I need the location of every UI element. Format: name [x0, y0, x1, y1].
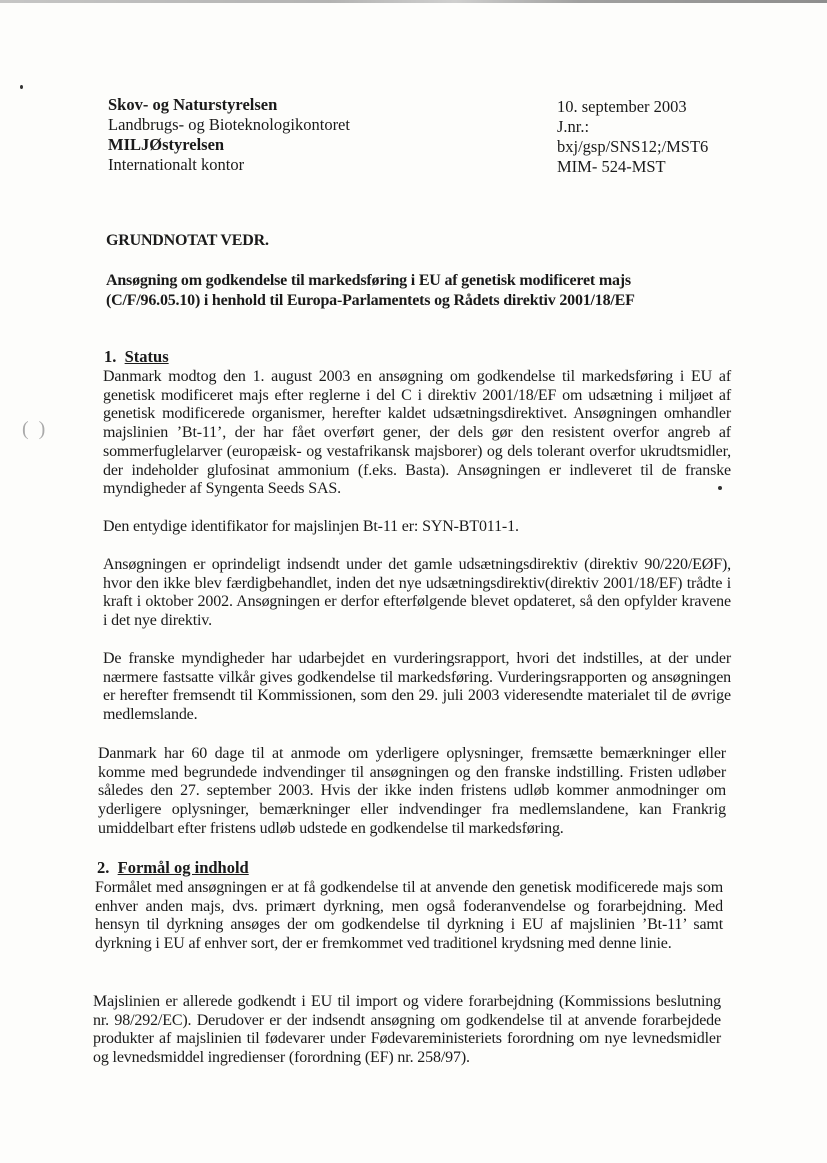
sender-office-1: Landbrugs- og Bioteknologikontoret — [108, 115, 350, 134]
document-title: GRUNDNOTAT VEDR. — [106, 232, 269, 249]
section-title: Formål og indhold — [117, 858, 249, 877]
sender-office-2: Internationalt kontor — [108, 155, 245, 174]
paragraph: Danmark modtog den 1. august 2003 en ansøgning om godkendelse til markedsføring i EU af genetisk modificeret majs efter reglerne i del C i direktiv 2001/18/EF om udsætning i miljøet af genetisk modificerede organismer, herefter kaldet udsætningsdirektivet. Ansøgningen omhandler majslinien ’Bt-11’, der har fået overført gener, der dels gør den resistent overfor angreb af sommerfuglelarver (europæisk- og vestafrikansk majsborer) og dels tolerant overfor ukrudtsmidler, der indeholder glufosinat ammonium (f.eks. Basta). Ansøgningen er indleveret til de franske myndigheder af Syngenta Seeds SAS. — [103, 368, 731, 498]
section-2-heading — [97, 858, 249, 878]
section-number: 1. — [104, 347, 117, 366]
sender-block — [108, 95, 488, 175]
journal-number: bxj/gsp/SNS12;/MST6 — [557, 137, 709, 156]
section-number: 2. — [97, 858, 110, 877]
journal-label: J.nr.: — [557, 117, 590, 136]
scan-edge — [0, 0, 827, 3]
paragraph: Danmark har 60 dage til at anmode om yderligere oplysninger, fremsætte bemærkninger eller komme med begrundede indvendinger til ansøgningen og den franske indstilling. Fristen udløber således den 27. september 2003. Hvis der ikke inden fristens udløb kommer anmodninger om yderligere oplysninger, bemærkninger eller indvendinger fra medlemslandene, kan Frankrig umiddelbart efter fristens udløb udstede en godkendelse til markedsføring. — [98, 745, 726, 837]
document-date: 10. september 2003 — [557, 97, 687, 116]
paragraph: Den entydige identifikator for majslinjen Bt-11 er: SYN-BT011-1. — [103, 518, 519, 535]
section-title: Status — [124, 347, 169, 366]
scan-artifact: ( ) — [22, 418, 46, 440]
paragraph: Majslinien er allerede godkendt i EU til import og videre forarbejdning (Kommissions beslutning nr. 98/292/EC). Derudover er der indsendt ansøgning om godkendelse til at anvende forarbejdede produkter af majslinien til fødevarer under Fødevareministeriets forordning om nye levnedsmidler og levnedsmiddel ingredienser (forordning (EF) nr. 258/97). — [93, 993, 721, 1067]
paragraph: De franske myndigheder har udarbejdet en vurderingsrapport, hvori det indstilles, at der under nærmere fastsatte vilkår gives godkendelse til markedsføring. Vurderingsrapporten og ansøgningen er herefter fremsendt til Kommissionen, som den 29. juli 2003 videresendte materialet til de øvrige medlemslande. — [103, 650, 731, 724]
mim-reference: MIM- 524-MST — [557, 157, 666, 176]
sender-agency-1: Skov- og Naturstyrelsen — [108, 95, 278, 114]
document-subject: Ansøgning om godkendelse til markedsføring i EU af genetisk modificeret majs (C/F/96.05.10) i henhold til Europa-Parlamentets og Rådets direktiv 2001/18/EF — [106, 272, 635, 309]
paragraph: Formålet med ansøgningen er at få godkendelse til at anvende den genetisk modificerede majs som enhver anden majs, dvs. primært dyrkning, men også foderanvendelse og forarbejdning. Med hensyn til dyrkning ansøges der om godkendelse til dyrkning i EU af majslinien ’Bt-11’ samt dyrkning i EU af enhver sort, der er fremkommet ved traditionel krydsning med denne linie. — [95, 879, 723, 953]
scan-speck — [20, 85, 23, 89]
sender-agency-2: MILJØstyrelsen — [108, 135, 225, 154]
reference-block — [557, 97, 797, 177]
paragraph: Ansøgningen er oprindeligt indsendt under det gamle udsætningsdirektiv (direktiv 90/220/EØF), hvor den ikke blev færdigbehandlet, inden det nye udsætningsdirektiv(direktiv 2001/18/EF) trådte i kraft i oktober 2002. Ansøgningen er derfor efterfølgende blevet opdateret, så den opfylder kravene i det nye direktiv. — [103, 556, 731, 630]
section-1-heading — [104, 347, 169, 367]
